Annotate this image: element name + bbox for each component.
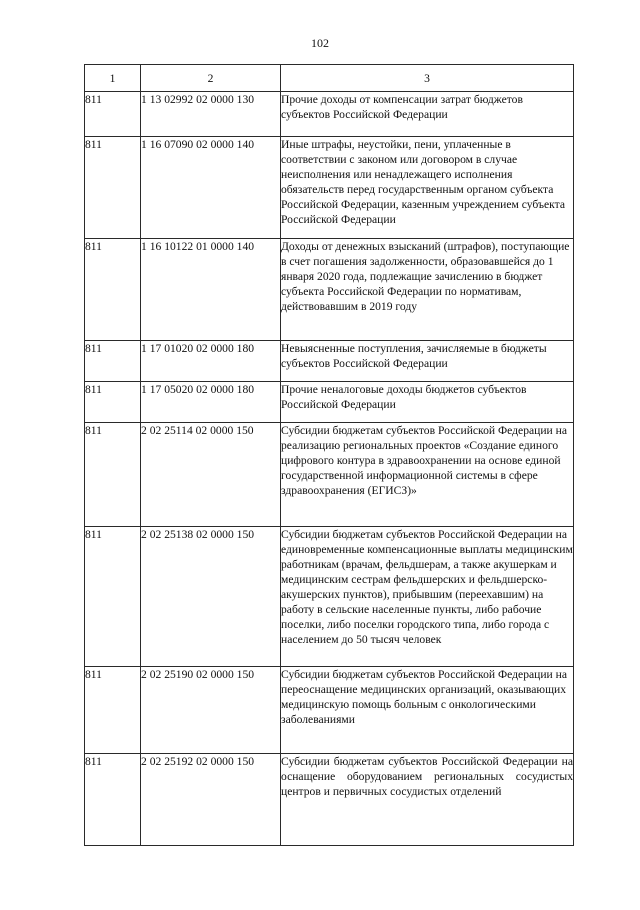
kbk-code-cell: 1 16 07090 02 0000 140 — [141, 137, 281, 239]
admin-code-cell: 811 — [85, 239, 141, 341]
kbk-code-cell: 1 17 05020 02 0000 180 — [141, 382, 281, 423]
kbk-code-cell: 1 13 02992 02 0000 130 — [141, 92, 281, 137]
revenue-name-cell: Доходы от денежных взысканий (штрафов), поступающие в счет погашения задолженности, образовавшейся до 1 января 2020 года, подлежащие зачислению в бюджет субъекта Российской Федерации по нормативам, действовавшим в 2019 году — [281, 239, 574, 341]
table-row — [85, 754, 574, 846]
kbk-code-cell: 1 16 10122 01 0000 140 — [141, 239, 281, 341]
admin-code-cell: 811 — [85, 423, 141, 527]
kbk-code-cell: 2 02 25190 02 0000 150 — [141, 667, 281, 754]
admin-code-cell: 811 — [85, 754, 141, 846]
table-row — [85, 423, 574, 527]
revenue-codes-table — [84, 64, 574, 846]
column-header-2: 2 — [141, 65, 281, 92]
admin-code-cell: 811 — [85, 341, 141, 382]
kbk-code-cell: 2 02 25192 02 0000 150 — [141, 754, 281, 846]
admin-code-cell: 811 — [85, 667, 141, 754]
revenue-name-cell: Прочие доходы от компенсации затрат бюджетов субъектов Российской Федерации — [281, 92, 574, 137]
column-header-3: 3 — [281, 65, 574, 92]
table-header-row — [85, 65, 574, 92]
table-row — [85, 239, 574, 341]
column-header-1: 1 — [85, 65, 141, 92]
admin-code-cell: 811 — [85, 382, 141, 423]
revenue-name-cell: Субсидии бюджетам субъектов Российской Федерации на единовременные компенсационные выплаты медицинским работникам (врачам, фельдшерам, а также акушеркам и медицинским сестрам фельдшерских и фельдшерско-акушерских пунктов), прибывшим (переехавшим) на работу в сельские населенные пункты, либо рабочие поселки, либо поселки городского типа, либо города с населением до 50 тысяч человек — [281, 527, 574, 667]
kbk-code-cell: 2 02 25114 02 0000 150 — [141, 423, 281, 527]
table-row — [85, 341, 574, 382]
revenue-name-cell: Прочие неналоговые доходы бюджетов субъектов Российской Федерации — [281, 382, 574, 423]
revenue-name-cell: Субсидии бюджетам субъектов Российской Федерации на оснащение оборудованием региональных сосудистых центров и первичных сосудистых отделений — [281, 754, 574, 846]
admin-code-cell: 811 — [85, 92, 141, 137]
table-row — [85, 382, 574, 423]
page-number: 102 — [311, 36, 329, 50]
admin-code-cell: 811 — [85, 527, 141, 667]
kbk-code-cell: 1 17 01020 02 0000 180 — [141, 341, 281, 382]
admin-code-cell: 811 — [85, 137, 141, 239]
revenue-name-cell: Невыясненные поступления, зачисляемые в бюджеты субъектов Российской Федерации — [281, 341, 574, 382]
table-row — [85, 527, 574, 667]
revenue-name-cell: Иные штрафы, неустойки, пени, уплаченные в соответствии с законом или договором в случае неисполнения или ненадлежащего исполнения обязательств перед государственным органом субъекта Российской Федерации, казенным учреждением субъекта Российской Федерации — [281, 137, 574, 239]
table-row — [85, 667, 574, 754]
kbk-code-cell: 2 02 25138 02 0000 150 — [141, 527, 281, 667]
revenue-name-cell: Субсидии бюджетам субъектов Российской Федерации на переоснащение медицинских организаций, оказывающих медицинскую помощь больным с онкологическими заболеваниями — [281, 667, 574, 754]
revenue-name-cell: Субсидии бюджетам субъектов Российской Федерации на реализацию региональных проектов «Создание единого цифрового контура в здравоохранении на основе единой государственной информационной системы в сфере здравоохранения (ЕГИСЗ)» — [281, 423, 574, 527]
table-row — [85, 137, 574, 239]
table-row — [85, 92, 574, 137]
